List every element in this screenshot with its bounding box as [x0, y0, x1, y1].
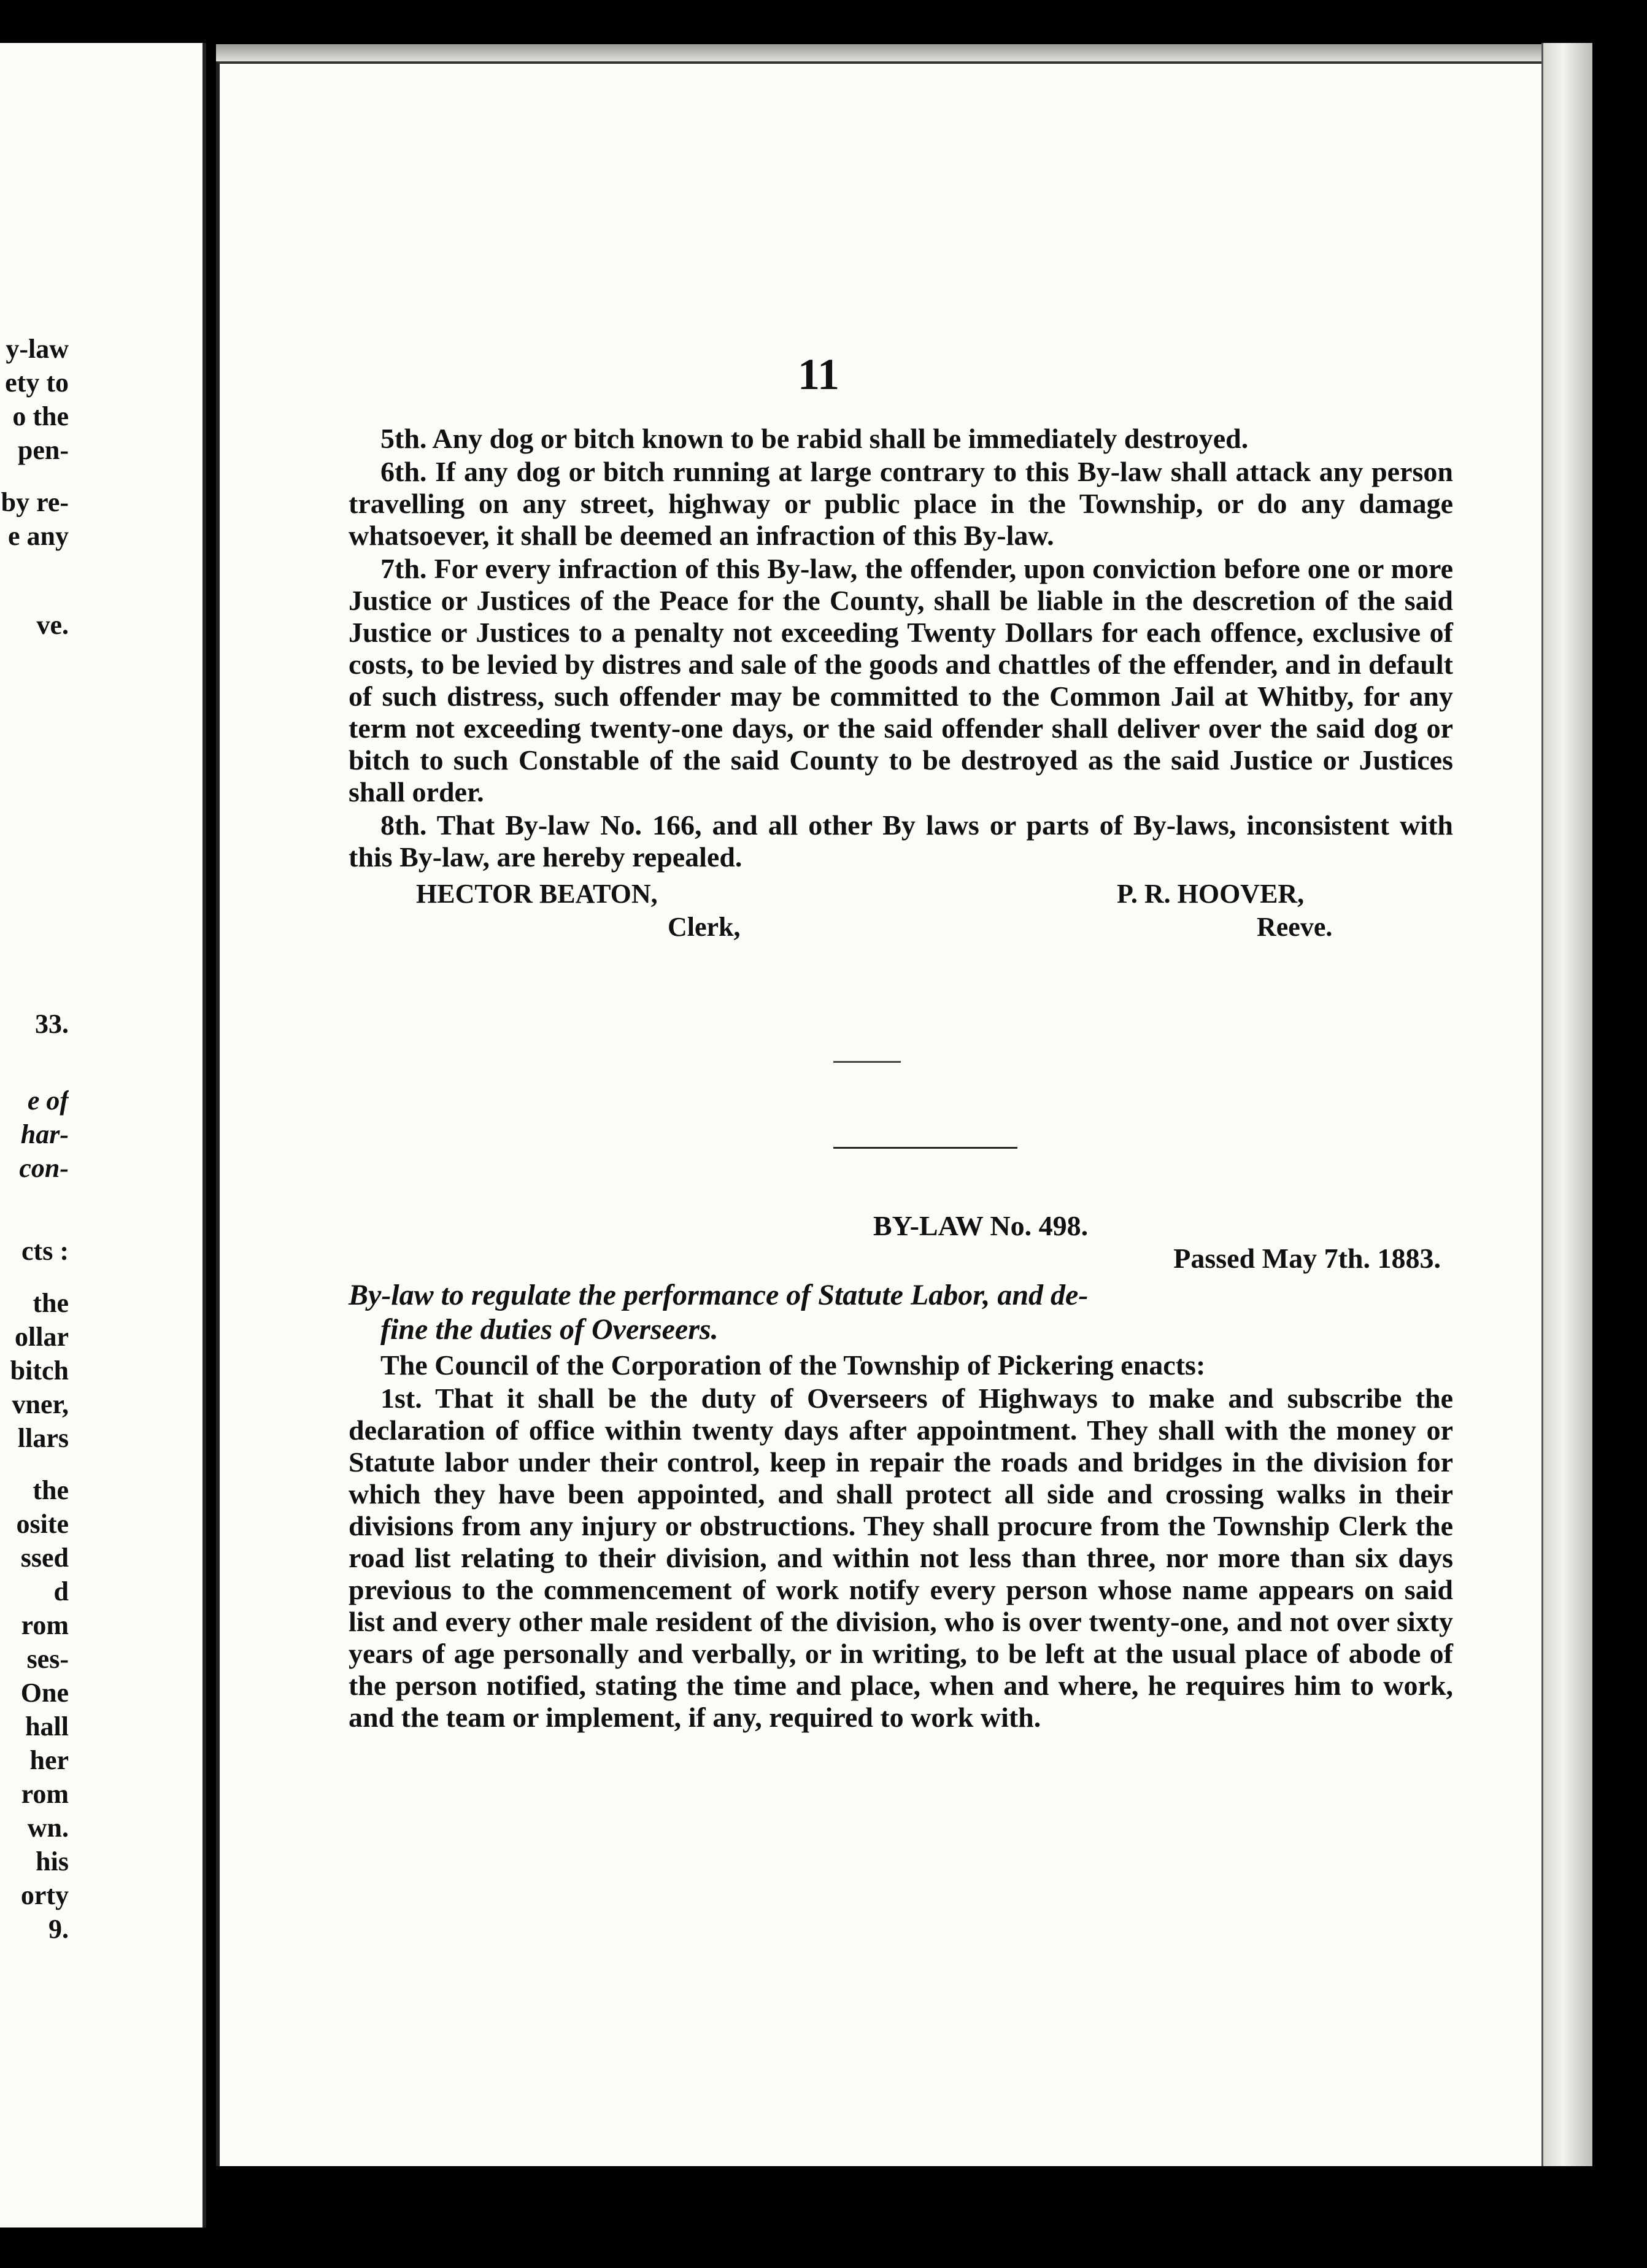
passed-date: Passed May 7th. 1883. [1173, 1243, 1441, 1274]
left-page-fragment-line: her [29, 1745, 69, 1775]
left-page-fragment-line: ses- [26, 1644, 69, 1674]
left-page-fragment-line: 33. [35, 1009, 69, 1039]
bylaw-title-line-1: By-law to regulate the performance of Statute Labor, and de- [349, 1279, 1089, 1311]
left-page-fragment-line: y-law [6, 334, 69, 364]
main-page [216, 61, 1541, 2166]
left-page-fragment-line: rom [21, 1779, 69, 1809]
reeve-title: Reeve. [1257, 912, 1333, 942]
bylaw-title [349, 1278, 1453, 1347]
left-page-fragment-line: con- [19, 1153, 69, 1183]
left-page-fragment-line: ety to [5, 368, 69, 398]
left-page-fragment-line: e of [27, 1086, 69, 1116]
left-page-fragment-line: vner, [12, 1389, 69, 1419]
paragraph-6th: 6th. If any dog or bitch running at large contrary to this By-law shall attack any person travelling on any street, highway or public place in the Township, or do any damage whatsoever, it shall be deemed an infraction of this By-law. [349, 456, 1453, 551]
page-edge-right [1541, 43, 1592, 2166]
page-number: 11 [798, 350, 840, 399]
left-page-fragment-line: har- [20, 1119, 69, 1149]
left-page-fragment-line: cts : [21, 1236, 69, 1266]
left-page-fragment-line: orty [20, 1880, 69, 1910]
left-page-fragment-line: bitch [10, 1356, 69, 1386]
left-page-fragment-line: llars [17, 1423, 69, 1453]
left-page-fragment [0, 43, 206, 2228]
paragraph-enacts: The Council of the Corporation of the Township of Pickering enacts: [380, 1349, 1206, 1381]
left-page-fragment-line: d [53, 1576, 69, 1606]
left-page-fragment-line: by re- [1, 487, 69, 517]
bylaw-heading: BY-LAW No. 498. [873, 1210, 1089, 1241]
reeve-name: P. R. HOOVER, [1117, 879, 1305, 909]
paragraph-1st: 1st. That it shall be the duty of Overseers of Highways to make and subscribe the declaration of office within twenty days after appointment. They shall with the money or Statute labor under their control, keep in repair the roads and bridges in the division for which they have been appointed, and shall protect all side and crossing walks in their divisions from any injury or obstructions. They shall procure from the Township Clerk the road list relating to their division, and within not less than three, nor more than six days previous to the commencement of work notify every person whose name appears on said list and every other male resident of the division, who is over twenty-one, and not over sixty years of age personally and verbally, or in writing, to be left at the usual place of abode of the person notified, stating the time and place, when and where, he requires him to work, and the team or implement, if any, required to work with. [349, 1383, 1453, 1733]
paragraph-8th: 8th. That By-law No. 166, and all other By laws or parts of By-laws, inconsistent with this By-law, are hereby repealed. [349, 809, 1453, 873]
page-edge-top [216, 44, 1591, 63]
left-page-fragment-line: e any [8, 521, 69, 551]
left-page-fragment-line: ve. [36, 610, 69, 640]
left-page-fragment-line: ssed [20, 1543, 69, 1573]
paragraph-5th: 5th. Any dog or bitch known to be rabid shall be immediately destroyed. [380, 423, 1249, 454]
left-page-fragment-line: ollar [15, 1322, 69, 1352]
bylaw-title-line-2: fine the duties of Overseers. [380, 1313, 719, 1346]
clerk-name: HECTOR BEATON, [416, 879, 658, 909]
paragraph-7th: 7th. For every infraction of this By-law, the offender, upon conviction before one or more Justice or Justices of the Peace for the County, shall be liable in the descretion of the said Justice or Justices to a penalty not exceeding Twenty Dollars for each offence, exclusive of costs, to be levied by distres and sale of the goods and chattles of the effender, and in default of such distress, such offender may be committed to the Common Jail at Whitby, for any term not exceeding twenty-one days, or the said offender shall deliver over the said dog or bitch to such Constable of the said County to be destroyed as the said Justice or Justices shall order. [349, 553, 1453, 808]
left-page-fragment-line: pen- [17, 435, 69, 465]
left-page-fragment-line: the [33, 1475, 69, 1505]
page-body [349, 291, 1453, 1734]
left-page-fragment-line: his [36, 1846, 69, 1876]
left-page-fragment-line: One [20, 1678, 69, 1708]
divider-short [833, 1061, 901, 1063]
left-page-fragment-line: o the [12, 401, 69, 431]
left-page-fragment-line: 9. [48, 1914, 69, 1944]
left-page-fragment-line: the [33, 1288, 69, 1318]
clerk-title: Clerk, [668, 912, 741, 942]
left-page-fragment-line: wn. [27, 1813, 69, 1843]
left-page-fragment-line: osite [16, 1509, 69, 1539]
left-page-fragment-line: rom [21, 1610, 69, 1640]
left-page-fragment-line: hall [25, 1711, 69, 1742]
signature-block [349, 878, 1453, 946]
divider-rule [833, 1147, 1017, 1149]
